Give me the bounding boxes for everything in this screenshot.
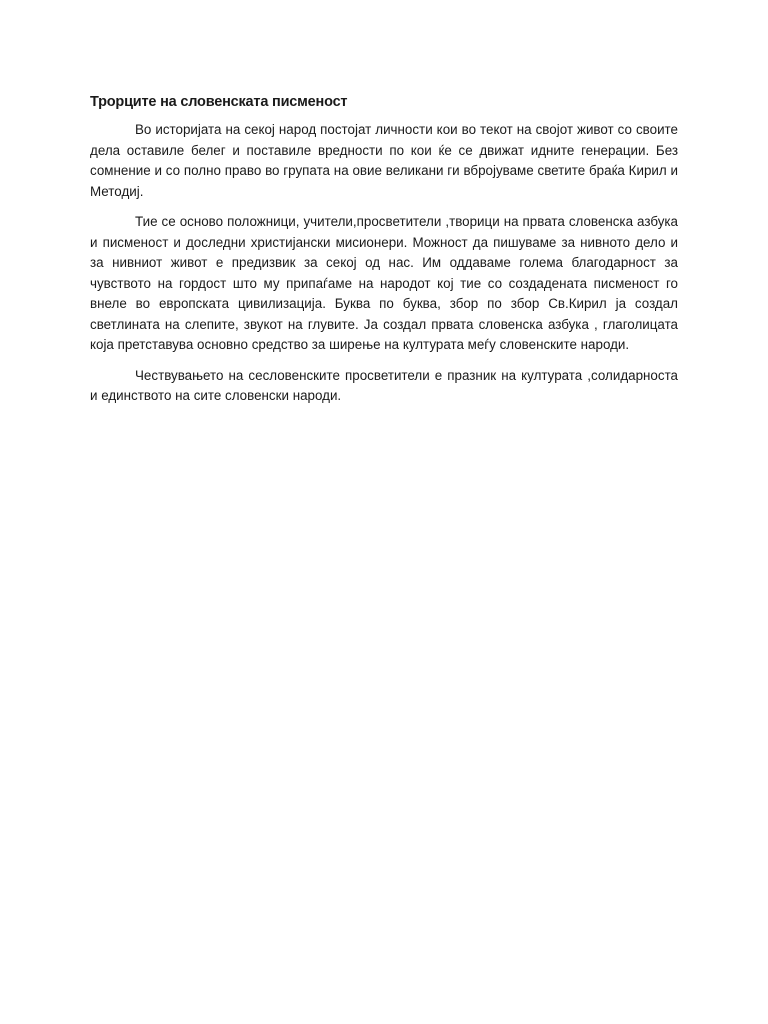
- paragraph-1: Во историјата на секој народ постојат личности кои во текот на својот живот со своите дела оставиле белег и поставиле вредности по кои ќе се движат идните генерации. Без сомнение и со полно право во групата на овие великани ги вбројуваме светите браќа Кирил и Методиј.: [90, 122, 678, 199]
- paragraph-2: Тие се осново положници, учители,просветители ,творици на првата словенска азбука и писменост и доследни христијански мисионери. Можност да пишуваме за нивното дело и за нивниот живот е предизвик за секој од нас. Им оддаваме голема благодарност за чувството на гордост што му припаѓаме на народот кој тие со создадената писменост го внеле во европската цивилизација. Буква по буква, збор по збор Св.Кирил ја создал светлината на слепите, звукот на глувите. Ја создал првата словенска азбука , глаголицата која претставува основно средство за ширење на културата меѓу словенските народи.: [90, 214, 678, 352]
- document-title: Трорците на словенската писменост: [90, 94, 348, 110]
- document-body: [90, 92, 678, 417]
- paragraph-3: Чествувањето на сесловенските просветители е празник на културата ,солидарноста и единството на сите словенски народи.: [90, 367, 678, 403]
